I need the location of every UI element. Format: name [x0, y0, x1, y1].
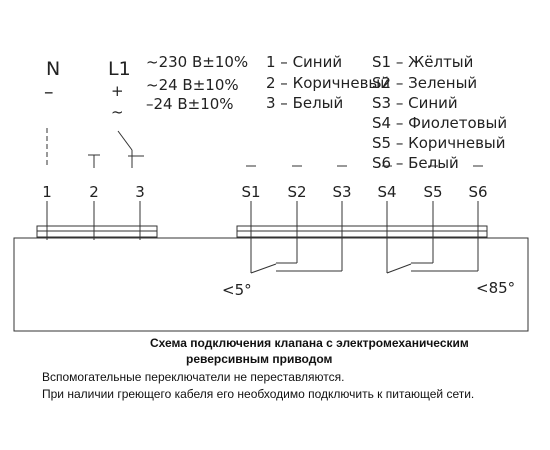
aux-switch-1 — [251, 240, 342, 273]
angle-min-label: <5° — [222, 281, 252, 299]
voltage-230: ~230 В±10% — [146, 53, 249, 71]
terminal-label-s2: S2 — [287, 183, 307, 201]
voltage-24-dc: –24 В±10% — [146, 95, 234, 113]
aux-switch-2 — [387, 240, 478, 273]
color-legend-1: 1 – Синий — [266, 53, 343, 71]
color-legend-s3: S3 – Синий — [372, 94, 458, 112]
neutral-sign: – — [44, 81, 54, 103]
phase-label: L1 — [108, 58, 131, 80]
terminal-label-s4: S4 — [377, 183, 397, 201]
terminal-label-s5: S5 — [423, 183, 443, 201]
color-legend-s5: S5 – Коричневый — [372, 134, 506, 152]
terminal-label-s3: S3 — [332, 183, 352, 201]
caption-title-line1: Схема подключения клапана с электромеханическим — [150, 336, 469, 350]
phase-tilde: ~ — [111, 103, 124, 121]
neutral-label: N — [46, 58, 61, 80]
color-legend-2: 2 – Коричневый — [266, 74, 391, 92]
actuator-body — [14, 238, 528, 331]
color-legend-s2: S2 – Зеленый — [372, 74, 478, 92]
terminal-stubs-right — [246, 166, 483, 240]
angle-max-label: <85° — [476, 279, 516, 297]
color-legend-s4: S4 – Фиолетовый — [372, 114, 508, 132]
color-legend-s1: S1 – Жёлтый — [372, 53, 474, 71]
terminal-label-s1: S1 — [241, 183, 261, 201]
color-legend-3: 3 – Белый — [266, 94, 344, 112]
caption-note-2: При наличии греющего кабеля его необходимо подключить к питающей сети. — [42, 387, 475, 401]
phase-plus: + — [111, 82, 124, 100]
caption-title-line2: реверсивным приводом — [186, 352, 333, 366]
terminal-label-3: 3 — [135, 183, 145, 201]
terminal-label-2: 2 — [89, 183, 99, 201]
terminal-label-s6: S6 — [468, 183, 488, 201]
color-legend-s6: S6 – Белый — [372, 154, 459, 172]
voltage-24-ac: ~24 В±10% — [146, 76, 239, 94]
caption-note-1: Вспомогательные переключатели не переставляются. — [42, 370, 345, 384]
terminal-label-1: 1 — [42, 183, 52, 201]
